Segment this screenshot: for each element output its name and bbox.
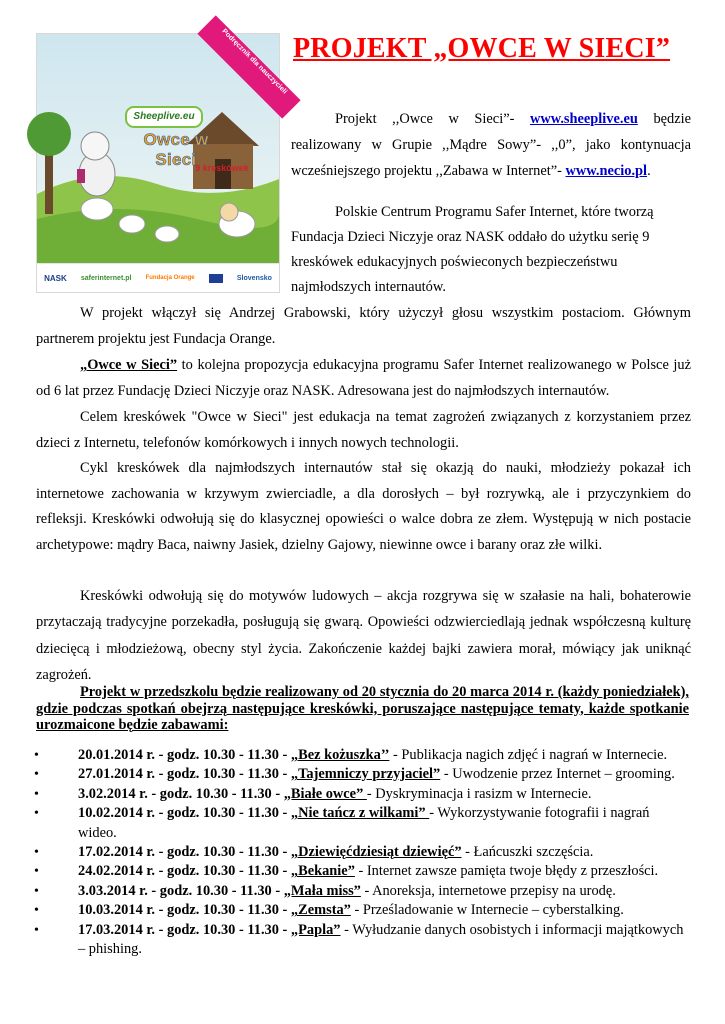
schedule-episode-title: „Mała miss” — [283, 882, 361, 899]
body-paragraph-2-text: to kolejna propozycja edukacyjna programu Safer Internet realizowanego w Polsce już od 6 lat przez Fundację Dzieci Niczyje oraz NASK. Adresowana jest do najmłodszych internautów. — [36, 357, 691, 399]
schedule-topic: - Uwodzenie przez Internet – grooming. — [440, 766, 675, 783]
schedule-topic: - Prześladowanie w Internecie – cyberstalking. — [350, 902, 624, 919]
schedule-date: 20.01.2014 r. - godz. 10.30 - 11.30 - — [78, 747, 291, 763]
schedule-episode-title: „Bekanie” — [290, 863, 355, 880]
intro-paragraph-2: Polskie Centrum Programu Safer Internet, które tworzą Fundacja Dzieci Niczyje oraz NASK oddało do użytku serię 9 kreskówek edukacyjnych poświeconych bezpieczeństwu najmłodszych internautów. — [291, 204, 654, 295]
cover-series-title: Owce w Sieci — [143, 130, 209, 169]
series-name: „Owce w Sieci” — [80, 357, 178, 373]
schedule-item — [36, 804, 689, 843]
schedule-item — [36, 921, 689, 960]
schedule-episode-title: „Dziewięćdziesiąt dziewięć” — [290, 844, 462, 861]
schedule-topic: - Łańcuszki szczęścia. — [461, 844, 594, 861]
schedule-episode-title: „Nie tańcz z wilkami” — [290, 805, 430, 822]
body-paragraph-5: Kreskówki odwołują się do motywów ludowych – akcja rozgrywa się w szałasie na hali, bohaterowie przytaczają tradycyjne porzekadła, posługują się gwarą. Opowieści odzwierciedlają jednak współczesną kulturę dziecięcą i młodzieżową, obecny styl życia. Zakończenie każdej bajki zawiera morał, mówiący jak uniknąć zagrożeń. — [36, 588, 691, 683]
cover-ribbon: Podręcznik dla nauczycieli — [197, 15, 300, 118]
schedule-topic: - Wykorzystywanie fotografii i nagrań wideo. — [78, 805, 650, 841]
schedule-episode-title: „Tajemniczy przyjaciel” — [290, 766, 441, 783]
schedule-date: 3.02.2014 r. - godz. 10.30 - 11.30 - — [78, 785, 284, 802]
schedule-list — [36, 746, 689, 959]
schedule-date: 27.01.2014 r. - godz. 10.30 - 11.30 - — [78, 766, 291, 783]
schedule-topic: - Publikacja nagich zdjęć i nagrań w Internecie. — [389, 747, 668, 763]
nask-logo: NASK — [44, 273, 67, 283]
cover-brand-logo: Sheeplive.eu — [125, 106, 203, 128]
schedule-item — [36, 901, 689, 920]
schedule-date: 17.02.2014 r. - godz. 10.30 - 11.30 - — [78, 844, 291, 861]
saferinternet-logo: saferinternet.pl — [80, 274, 132, 282]
schedule-item — [36, 785, 689, 804]
schedule-topic: - Dyskryminacja i rasizm w Internecie. — [366, 785, 592, 802]
schedule-date: 3.03.2014 r. - godz. 10.30 - 11.30 - — [78, 882, 284, 899]
schedule-topic: - Internet zawsze pamięta twoje błędy z przeszłości. — [354, 863, 659, 880]
eu-flag-icon — [209, 274, 223, 283]
schedule-episode-title: „Zemsta” — [290, 902, 351, 919]
fundacja-orange-logo: Fundacja Orange — [145, 275, 195, 281]
schedule-announcement: Projekt w przedszkolu będzie realizowany od 20 stycznia do 20 marca 2014 r. (każdy poniedziałek), gdzie podczas spotkań obejrzą następujące kreskówki, poruszające następujące tematy, każde spotkanie urozmaicone będzie zabawami: — [36, 684, 689, 733]
schedule-date: 24.02.2014 r. - godz. 10.30 - 11.30 - — [78, 863, 291, 880]
body-paragraph-4: Cykl kreskówek dla najmłodszych internautów stał się okazją do nauki, młodzieży pokazał ich internetowe zachowania w krzywym zwierciadle, a dla dorosłych – był rozrywką, ale i przyczynkiem do refleksji. Kreskówki odwołują się do klasycznej opowieści o walce dobra ze złem. Występują w nich postacie archetypowe: mądry Baca, naiwny Jasiek, dzielny Gajowy, niewinne owce i barany oraz złe wilki. — [36, 460, 691, 553]
schedule-item — [36, 862, 689, 881]
schedule-item — [36, 882, 689, 901]
schedule-topic: - Wyłudzanie danych osobistych i informacji majątkowych – phishing. — [78, 921, 684, 958]
intro-paragraph-1 — [291, 106, 691, 184]
schedule-item — [36, 746, 689, 765]
necio-link[interactable]: www.necio.pl — [565, 163, 648, 179]
intro-text-c: . — [647, 163, 651, 179]
schedule-episode-title: „Papla” — [290, 921, 341, 938]
schedule-item — [36, 765, 689, 784]
cover-image — [36, 27, 289, 293]
body-paragraph-2 — [36, 352, 691, 404]
body-paragraph-1: W projekt włączył się Andrzej Grabowski, który użyczył głosu wszystkim postaciom. Głównym partnerem projektu jest Fundacja Orange. — [36, 305, 691, 347]
schedule-date: 10.03.2014 r. - godz. 10.30 - 11.30 - — [78, 902, 291, 919]
intro-text-a: Projekt ,,Owce w Sieci”- — [335, 111, 530, 127]
page-title: PROJEKT „OWCE W SIECI” — [293, 33, 671, 64]
sheeplive-link[interactable]: www.sheeplive.eu — [529, 111, 638, 127]
slovensko-logo: Slovensko — [236, 274, 272, 282]
schedule-topic: - Anoreksja, internetowe przepisy na urodę. — [360, 882, 616, 899]
intro-text-b: będzie realizowany w Grupie ,,Mądre Sowy”- ,,0”, jako kontynuacja wcześniejszego projektu ,,Zabawa w Internet”- — [291, 111, 691, 179]
body-paragraph-3: Celem kreskówek "Owce w Sieci" jest edukacja na temat zagrożeń związanych z korzystaniem przez dzieci z Internetu, telefonów komórkowych i innych nowych technologii. — [36, 409, 691, 451]
schedule-episode-title: „Białe owce” — [283, 785, 367, 802]
cover-episodes: 9 kreskówek — [195, 163, 249, 173]
schedule-date: 10.02.2014 r. - godz. 10.30 - 11.30 - — [78, 805, 291, 822]
schedule-item — [36, 843, 689, 862]
schedule-episode-title: „Bez kożuszka’’ — [290, 747, 390, 763]
cover-partner-logos — [37, 263, 279, 292]
schedule-date: 17.03.2014 r. - godz. 10.30 - 11.30 - — [78, 921, 291, 938]
